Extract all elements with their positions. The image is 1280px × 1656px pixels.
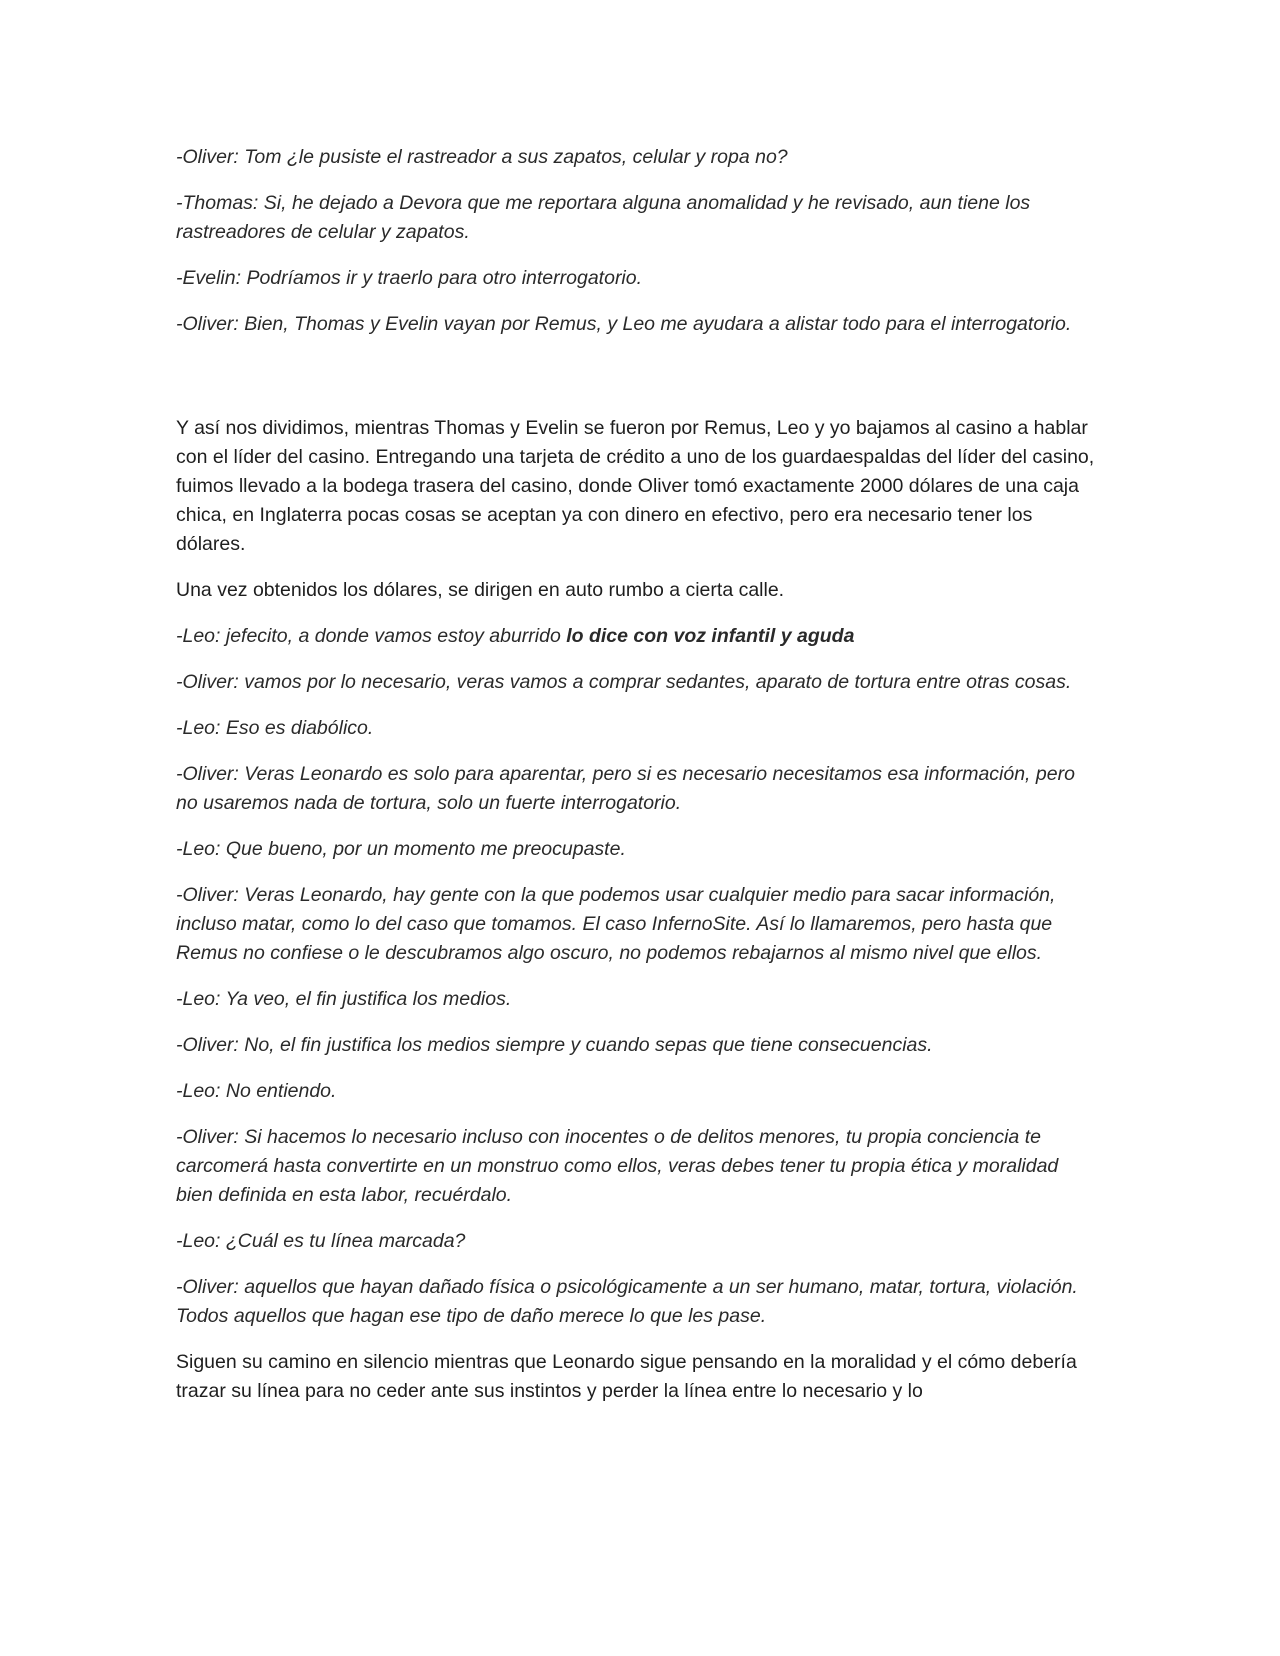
dialogue-evelin-1: -Evelin: Podríamos ir y traerlo para otro interrogatorio.	[176, 267, 643, 289]
dialogue-leo-5: -Leo: No entiendo.	[176, 1080, 337, 1102]
dialogue-leo-1	[176, 622, 1096, 651]
dialogue-leo-3: -Leo: Que bueno, por un momento me preocupaste.	[176, 838, 626, 860]
dialogue-leo-4: -Leo: Ya veo, el fin justifica los medios.	[176, 988, 512, 1010]
dialogue-thomas-1: -Thomas: Si, he dejado a Devora que me reportara alguna anomalidad y he revisado, aun tiene los rastreadores de celular y zapatos.	[176, 192, 1031, 243]
dialogue-leo-2: -Leo: Eso es diabólico.	[176, 717, 374, 739]
narration-paragraph-1: Y así nos dividimos, mientras Thomas y Evelin se fueron por Remus, Leo y yo bajamos al casino a hablar con el líder del casino. Entregando una tarjeta de crédito a uno de los guardaespaldas del líder del casino, fuimos llevado a la bodega trasera del casino, donde Oliver tomó exactamente 2000 dólares de una caja chica, en Inglaterra pocas cosas se aceptan ya con dinero en efectivo, pero era necesario tener los dólares.	[176, 417, 1095, 555]
document-body	[176, 143, 1096, 1423]
narration-paragraph-3: Siguen su camino en silencio mientras que Leonardo sigue pensando en la moralidad y el cómo debería trazar su línea para no ceder ante sus instintos y perder la línea entre lo necesario y lo	[176, 1351, 1077, 1402]
dialogue-oliver-2: -Oliver: Bien, Thomas y Evelin vayan por Remus, y Leo me ayudara a alistar todo para el interrogatorio.	[176, 313, 1072, 335]
stage-direction: lo dice con voz infantil y aguda	[566, 625, 855, 647]
section-spacer	[176, 356, 1096, 414]
dialogue-oliver-1: -Oliver: Tom ¿le pusiste el rastreador a sus zapatos, celular y ropa no?	[176, 146, 788, 168]
dialogue-oliver-8: -Oliver: aquellos que hayan dañado física o psicológicamente a un ser humano, matar, tortura, violación. Todos aquellos que hagan ese tipo de daño merece lo que les pase.	[176, 1276, 1078, 1327]
narration-paragraph-2: Una vez obtenidos los dólares, se dirigen en auto rumbo a cierta calle.	[176, 579, 785, 601]
dialogue-oliver-7: -Oliver: Si hacemos lo necesario incluso con inocentes o de delitos menores, tu propia conciencia te carcomerá hasta convertirte en un monstruo como ellos, veras debes tener tu propia ética y moralidad bien definida en esta labor, recuérdalo.	[176, 1126, 1059, 1206]
dialogue-leo-6: -Leo: ¿Cuál es tu línea marcada?	[176, 1230, 466, 1252]
dialogue-oliver-5: -Oliver: Veras Leonardo, hay gente con la que podemos usar cualquier medio para sacar información, incluso matar, como lo del caso que tomamos. El caso InfernoSite. Así lo llamaremos, pero hasta que Remus no confiese o le descubramos algo oscuro, no podemos rebajarnos al mismo nivel que ellos.	[176, 884, 1056, 964]
dialogue-leo-1-text: -Leo: jefecito, a donde vamos estoy aburrido	[176, 625, 567, 647]
dialogue-oliver-3: -Oliver: vamos por lo necesario, veras vamos a comprar sedantes, aparato de tortura entre otras cosas.	[176, 671, 1072, 693]
dialogue-oliver-6: -Oliver: No, el fin justifica los medios siempre y cuando sepas que tiene consecuencias.	[176, 1034, 933, 1056]
dialogue-oliver-4: -Oliver: Veras Leonardo es solo para aparentar, pero si es necesario necesitamos esa información, pero no usaremos nada de tortura, solo un fuerte interrogatorio.	[176, 763, 1075, 814]
